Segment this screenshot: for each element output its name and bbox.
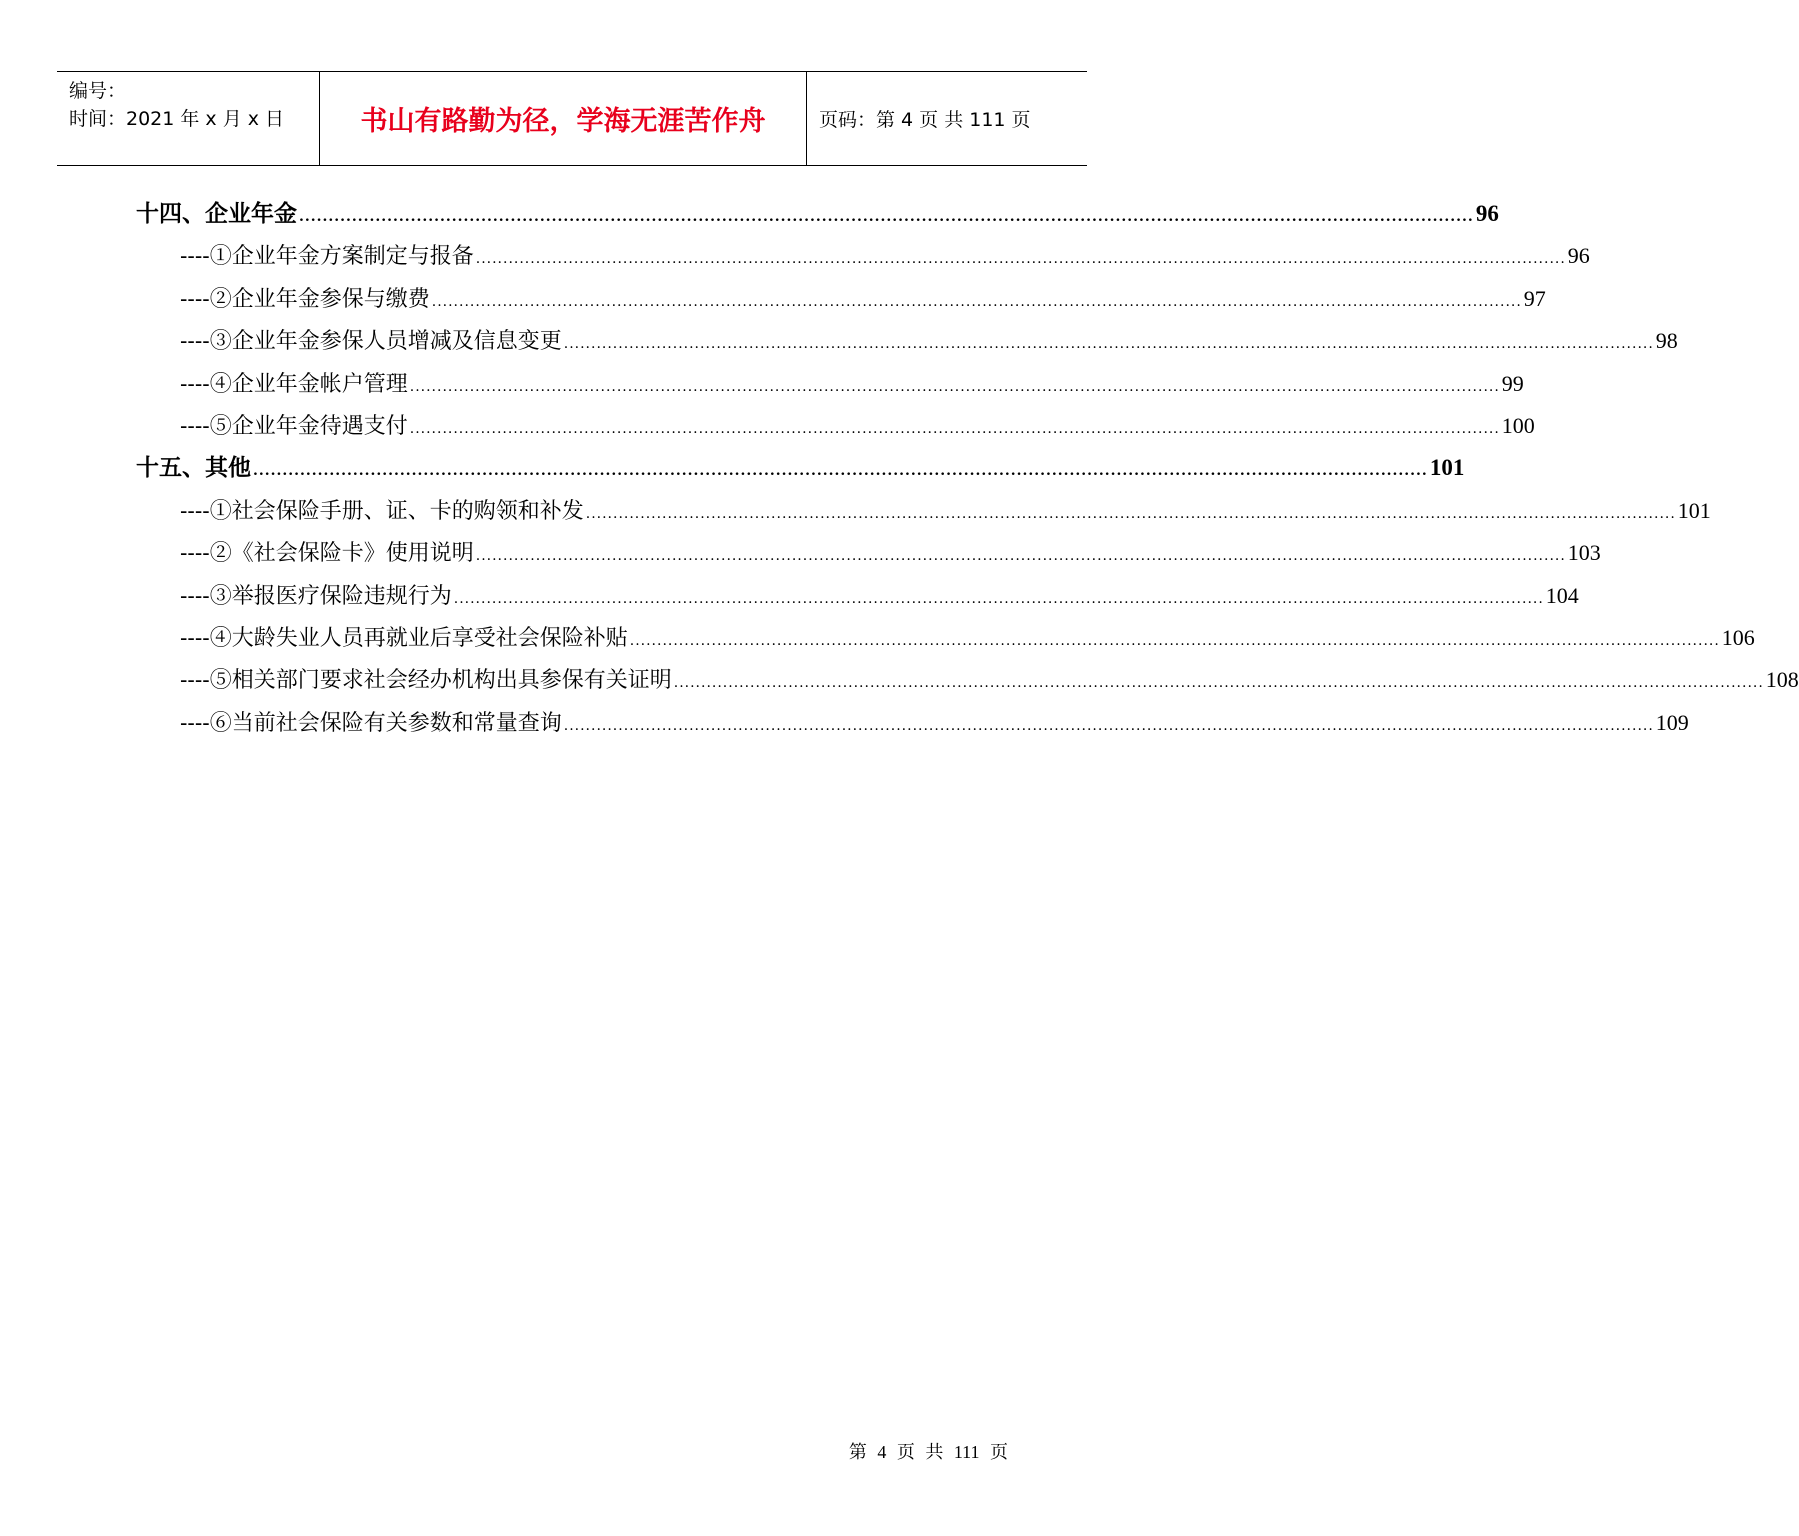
toc-dot-leader: ........................................................................................................................................................................................................ [409,421,1500,437]
toc-dot-leader: ........................................................................................................................................................................................................ [475,548,1566,565]
toc-entry-title: ----⑤企业年金待遇支付 [180,414,408,439]
toc-entry-title: ----①社会保险手册、证、卡的购领和补发 [180,498,584,524]
toc-entry-title: ----②《社会保险卡》使用说明 [180,541,474,567]
toc-sub-entry[interactable] [180,369,1524,402]
toc-dot-leader: ........................................................................................................................................................................................................ [629,633,1720,649]
toc-entry-page-number: 97 [1523,285,1546,311]
toc-entry-page-number: 108 [1765,667,1799,693]
document-number-label: 编号： [69,80,127,102]
toc-entry-title: ----⑥当前社会保险有关参数和常量查询 [180,710,562,736]
toc-sub-entry[interactable] [180,284,1546,317]
document-time-label: 时间：2021 年 x 月 x 日 [69,108,285,130]
toc-entry-title: ----③企业年金参保人员增减及信息变更 [180,329,562,355]
toc-entry-page-number: 106 [1721,625,1755,650]
toc-section-entry[interactable] [136,199,1499,232]
toc-entry-title: 十四、企业年金 [136,200,297,227]
toc-sub-entry[interactable] [180,665,1799,698]
toc-entry-title: ----②企业年金参保与缴费 [180,286,430,312]
toc-dot-leader: ........................................................................................................................................................................................................ [563,717,1654,734]
toc-sub-entry[interactable] [180,623,1755,656]
toc-entry-title: ----④企业年金帐户管理 [180,371,408,397]
toc-dot-leader: ........................................................................................................................................................................................................ [409,378,1500,395]
toc-sub-entry[interactable] [180,496,1711,529]
toc-dot-leader: ........................................................................................................................................................................................................ [431,293,1522,310]
toc-entry-title: ----⑤相关部门要求社会经办机构出具参保有关证明 [180,668,672,694]
toc-sub-entry[interactable] [180,708,1689,741]
toc-entry-title: ----①企业年金方案制定与报备 [180,244,474,270]
toc-entry-page-number: 98 [1655,328,1678,354]
toc-sub-entry[interactable] [180,411,1535,444]
toc-entry-page-number: 104 [1545,582,1579,608]
toc-sub-entry[interactable] [180,581,1579,614]
toc-sub-entry[interactable] [180,326,1678,359]
toc-dot-leader: ........................................................................................................................................................................................................ [299,209,1474,225]
header-motto: 书山有路勤为径，学海无涯苦作舟 [360,106,766,137]
toc-entry-title: 十五、其他 [136,454,251,482]
toc-entry-title: ----④大龄失业人员再就业后享受社会保险补贴 [180,626,628,651]
page-footer: 第 4 页 共 111 页 [848,1442,1008,1462]
toc-sub-entry[interactable] [180,538,1601,571]
toc-dot-leader: ........................................................................................................................................................................................................ [563,336,1654,353]
toc-dot-leader: ........................................................................................................................................................................................................ [453,590,1544,607]
toc-dot-leader: ........................................................................................................................................................................................................ [673,675,1764,692]
toc-dot-leader: ........................................................................................................................................................................................................ [475,251,1566,268]
toc-entry-page-number: 109 [1655,709,1689,735]
toc-entry-title: ----③举报医疗保险违规行为 [180,583,452,609]
toc-sub-entry[interactable] [180,241,1590,274]
toc-section-entry[interactable] [136,453,1465,486]
page-header [57,71,1087,166]
toc-entry-page-number: 96 [1567,243,1590,269]
toc-entry-page-number: 101 [1677,497,1711,523]
toc-entry-page-number: 99 [1501,370,1524,396]
header-page-number: 页码：第 4 页 共 111 页 [819,109,1031,131]
toc-entry-page-number: 103 [1567,540,1601,566]
header-motto-cell [319,72,807,165]
toc-dot-leader: ........................................................................................................................................................................................................ [585,505,1676,522]
toc-entry-page-number: 100 [1501,413,1535,438]
header-page-cell [807,72,1087,165]
header-meta-cell [57,72,319,165]
toc-dot-leader: ........................................................................................................................................................................................................ [253,463,1428,480]
toc-entry-page-number: 96 [1475,201,1499,226]
toc-entry-page-number: 101 [1429,455,1465,481]
